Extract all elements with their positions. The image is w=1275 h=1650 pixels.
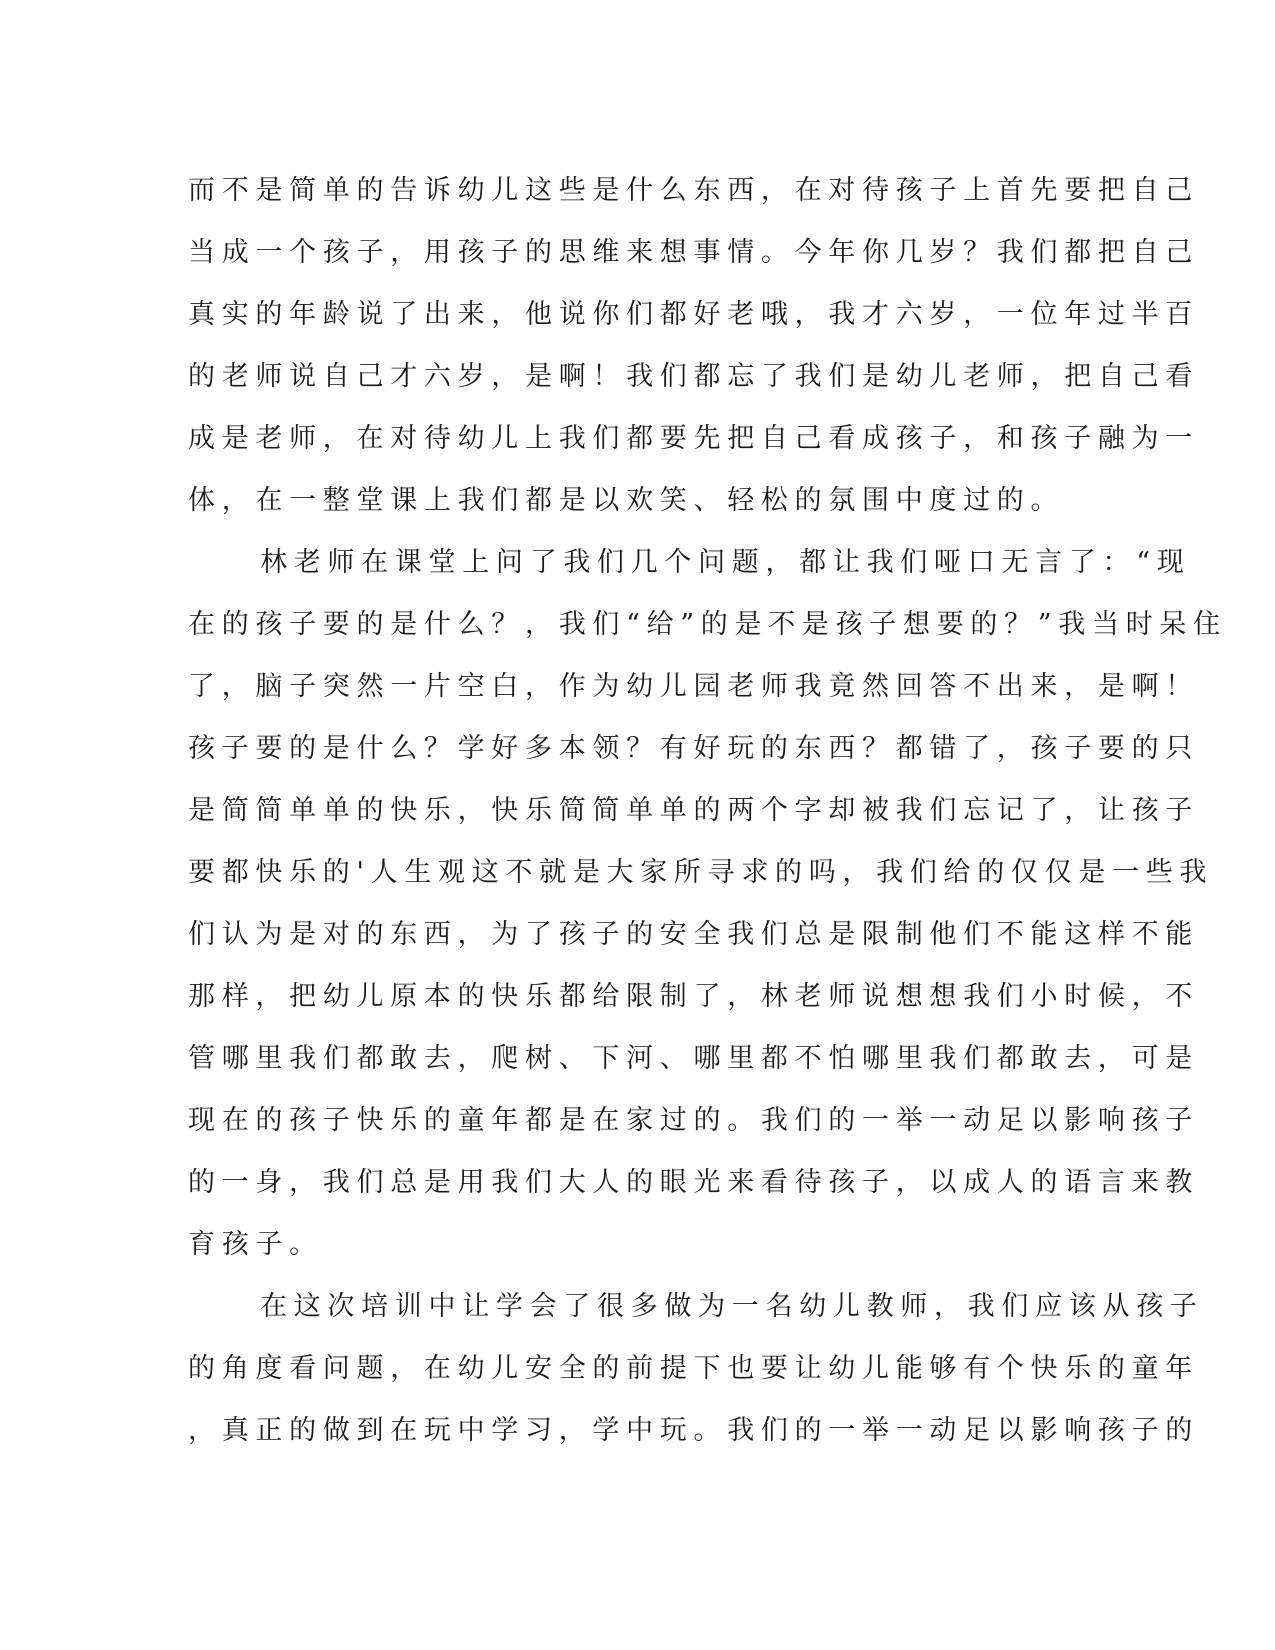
text-line: 而不是简单的告诉幼儿这些是什么东西，在对待孩子上首先要把自己: [188, 175, 1199, 206]
text-line: 那样，把幼儿原本的快乐都给限制了，林老师说想想我们小时候，不: [188, 981, 1199, 1012]
text-line: 当成一个孩子，用孩子的思维来想事情。今年你几岁？我们都把自己: [188, 237, 1199, 268]
text-line: 是简简单单的快乐，快乐简简单单的两个字却被我们忘记了，让孩子: [188, 795, 1199, 826]
text-line: 真实的年龄说了出来，他说你们都好老哦，我才六岁，一位年过半百: [188, 299, 1199, 330]
text-line: 育孩子。: [188, 1229, 323, 1260]
text-line: 孩子要的是什么？学好多本领？有好玩的东西？都错了，孩子要的只: [188, 733, 1199, 764]
paragraph-first-line: 在这次培训中让学会了很多做为一名幼儿教师，我们应该从孩子: [260, 1291, 1204, 1322]
text-line: 要都快乐的'人生观这不就是大家所寻求的吗，我们给的仅仅是一些我: [188, 857, 1214, 888]
text-line: 们认为是对的东西，为了孩子的安全我们总是限制他们不能这样不能: [188, 919, 1199, 950]
text-line: 了，脑子突然一片空白，作为幼儿园老师我竟然回答不出来，是啊！: [188, 671, 1199, 702]
text-line: ，真正的做到在玩中学习，学中玩。我们的一举一动足以影响孩子的: [188, 1415, 1199, 1446]
paragraph-first-line: 林老师在课堂上问了我们几个问题，都让我们哑口无言了：“现: [260, 547, 1191, 578]
text-line: 在的孩子要的是什么？，我们“给”的是不是孩子想要的？”我当时呆住: [188, 609, 1227, 640]
text-line: 成是老师，在对待幼儿上我们都要先把自己看成孩子，和孩子融为一: [188, 423, 1199, 454]
text-line: 管哪里我们都敢去，爬树、下河、哪里都不怕哪里我们都敢去，可是: [188, 1043, 1199, 1074]
text-line: 的角度看问题，在幼儿安全的前提下也要让幼儿能够有个快乐的童年: [188, 1353, 1199, 1384]
text-line: 的一身，我们总是用我们大人的眼光来看待孩子，以成人的语言来教: [188, 1167, 1199, 1198]
body-text: [188, 160, 1227, 1462]
text-line: 现在的孩子快乐的童年都是在家过的。我们的一举一动足以影响孩子: [188, 1105, 1199, 1136]
text-line: 体，在一整堂课上我们都是以欢笑、轻松的氛围中度过的。: [188, 485, 1065, 516]
text-line: 的老师说自己才六岁，是啊！我们都忘了我们是幼儿老师，把自己看: [188, 361, 1199, 392]
